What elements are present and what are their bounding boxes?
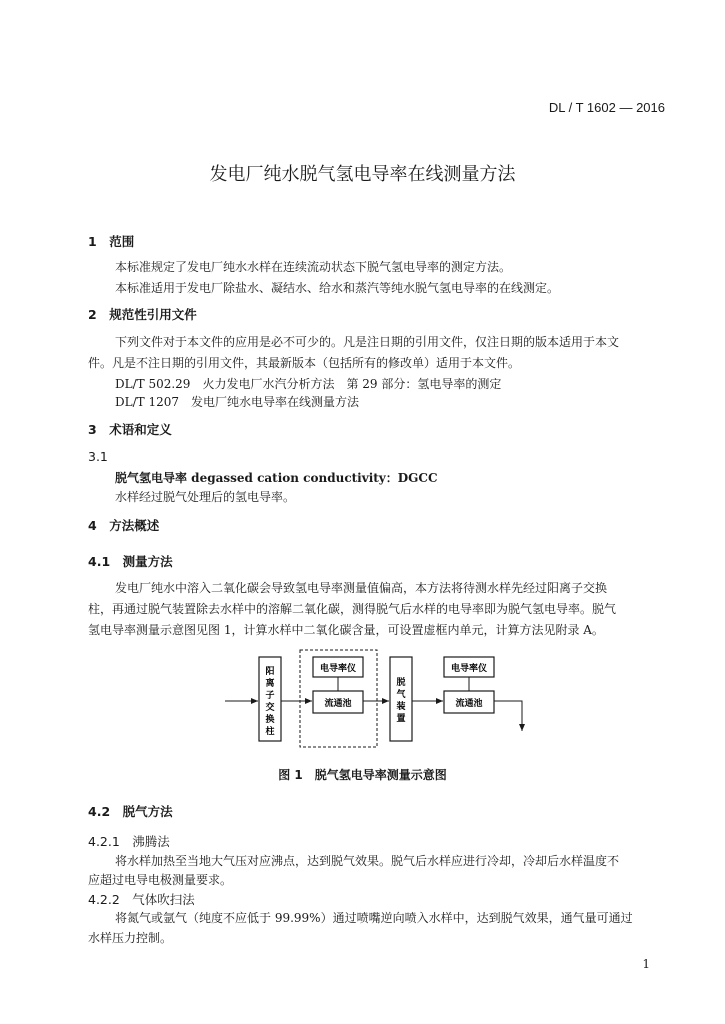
section-4-2-heading: 4.2 脱气方法 bbox=[88, 804, 173, 819]
section-4-2-1-para-line-1: 将水样加热至当地大气压对应沸点，达到脱气效果。脱气后水样应进行冷却，冷却后水样温度不 bbox=[115, 854, 620, 868]
reference-1: DL/T 502.29 火力发电厂水汽分析方法 第 29 部分：氢电导率的测定 bbox=[115, 377, 502, 391]
section-1-heading: 1 范围 bbox=[88, 234, 135, 249]
section-4-2-1-para-line-2: 应超过电导电极测量要求。 bbox=[88, 873, 233, 887]
section-2-para-line-2: 件。凡是不注日期的引用文件，其最新版本（包括所有的修改单）适用于本文件。 bbox=[88, 356, 521, 370]
degassing-unit-label bbox=[396, 676, 406, 724]
column-label-char: 换 bbox=[265, 715, 275, 725]
column-label-char: 柱 bbox=[265, 727, 275, 737]
degas-label-char: 装 bbox=[396, 702, 406, 712]
section-3-1-number: 3.1 bbox=[88, 449, 108, 464]
section-4-heading: 4 方法概述 bbox=[88, 518, 160, 533]
section-4-2-2-heading: 4.2.2 气体吹扫法 bbox=[88, 892, 195, 907]
degas-label-char: 气 bbox=[396, 690, 406, 700]
section-4-1-para-line-1: 发电厂纯水中溶入二氧化碳会导致氢电导率测量值偏高，本方法将待测水样先经过阳离子交换 bbox=[115, 581, 608, 595]
section-2-heading: 2 规范性引用文件 bbox=[88, 307, 197, 322]
figure-1-caption: 图 1 脱气氢电导率测量示意图 bbox=[278, 768, 447, 782]
term-definition-text: 水样经过脱气处理后的氢电导率。 bbox=[115, 490, 296, 504]
figure-1-diagram bbox=[220, 645, 540, 765]
section-3-heading: 3 术语和定义 bbox=[88, 422, 172, 437]
section-4-2-1-heading: 4.2.1 沸腾法 bbox=[88, 834, 170, 849]
column-label-char: 子 bbox=[265, 691, 275, 701]
section-4-1-heading: 4.1 测量方法 bbox=[88, 554, 173, 569]
conductivity-meter-2-label: 电导率仪 bbox=[450, 664, 488, 674]
section-4-1-para-line-2: 柱，再通过脱气装置除去水样中的溶解二氧化碳，测得脱气后水样的电导率即为脱气氢电导率。脱气 bbox=[88, 602, 617, 616]
flow-cell-2-label: 流通池 bbox=[455, 699, 483, 709]
column-label-char: 阳 bbox=[265, 667, 275, 677]
section-1-para-1: 本标准规定了发电厂纯水水样在连续流动状态下脱气氢电导率的测定方法。 bbox=[115, 260, 512, 274]
conductivity-meter-1-label: 电导率仪 bbox=[319, 664, 357, 674]
term-definition-title: 脱气氢电导率 degassed cation conductivity：DGCC bbox=[115, 471, 438, 485]
section-4-2-2-para-line-1: 将氮气或氩气（纯度不应低于 99.99%）通过喷嘴逆向喷入水样中，达到脱气效果，通气量可通过 bbox=[115, 911, 633, 925]
section-2-para-line-1: 下列文件对于本文件的应用是必不可少的。凡是注日期的引用文件，仅注日期的版本适用于本文 bbox=[115, 335, 620, 349]
section-4-1-para-line-3: 氢电导率测量示意图见图 1，计算水样中二氧化碳含量，可设置虚框内单元，计算方法见附录 A。 bbox=[88, 623, 604, 637]
reference-2: DL/T 1207 发电厂纯水电导率在线测量方法 bbox=[115, 395, 359, 409]
degas-label-char: 脱 bbox=[396, 678, 406, 688]
flow-cell-1-label: 流通池 bbox=[324, 699, 352, 709]
degas-label-char: 置 bbox=[396, 714, 406, 724]
column-label-char: 离 bbox=[265, 679, 275, 689]
standard-number: DL / T 1602 — 2016 bbox=[548, 100, 665, 115]
page-number: 1 bbox=[642, 957, 650, 971]
section-4-2-2-para-line-2: 水样压力控制。 bbox=[88, 931, 173, 945]
column-label-char: 交 bbox=[265, 703, 275, 713]
cation-exchange-column-label bbox=[265, 665, 275, 737]
section-1-para-2: 本标准适用于发电厂除盐水、凝结水、给水和蒸汽等纯水脱气氢电导率的在线测定。 bbox=[115, 281, 560, 295]
document-title: 发电厂纯水脱气氢电导率在线测量方法 bbox=[209, 164, 516, 185]
